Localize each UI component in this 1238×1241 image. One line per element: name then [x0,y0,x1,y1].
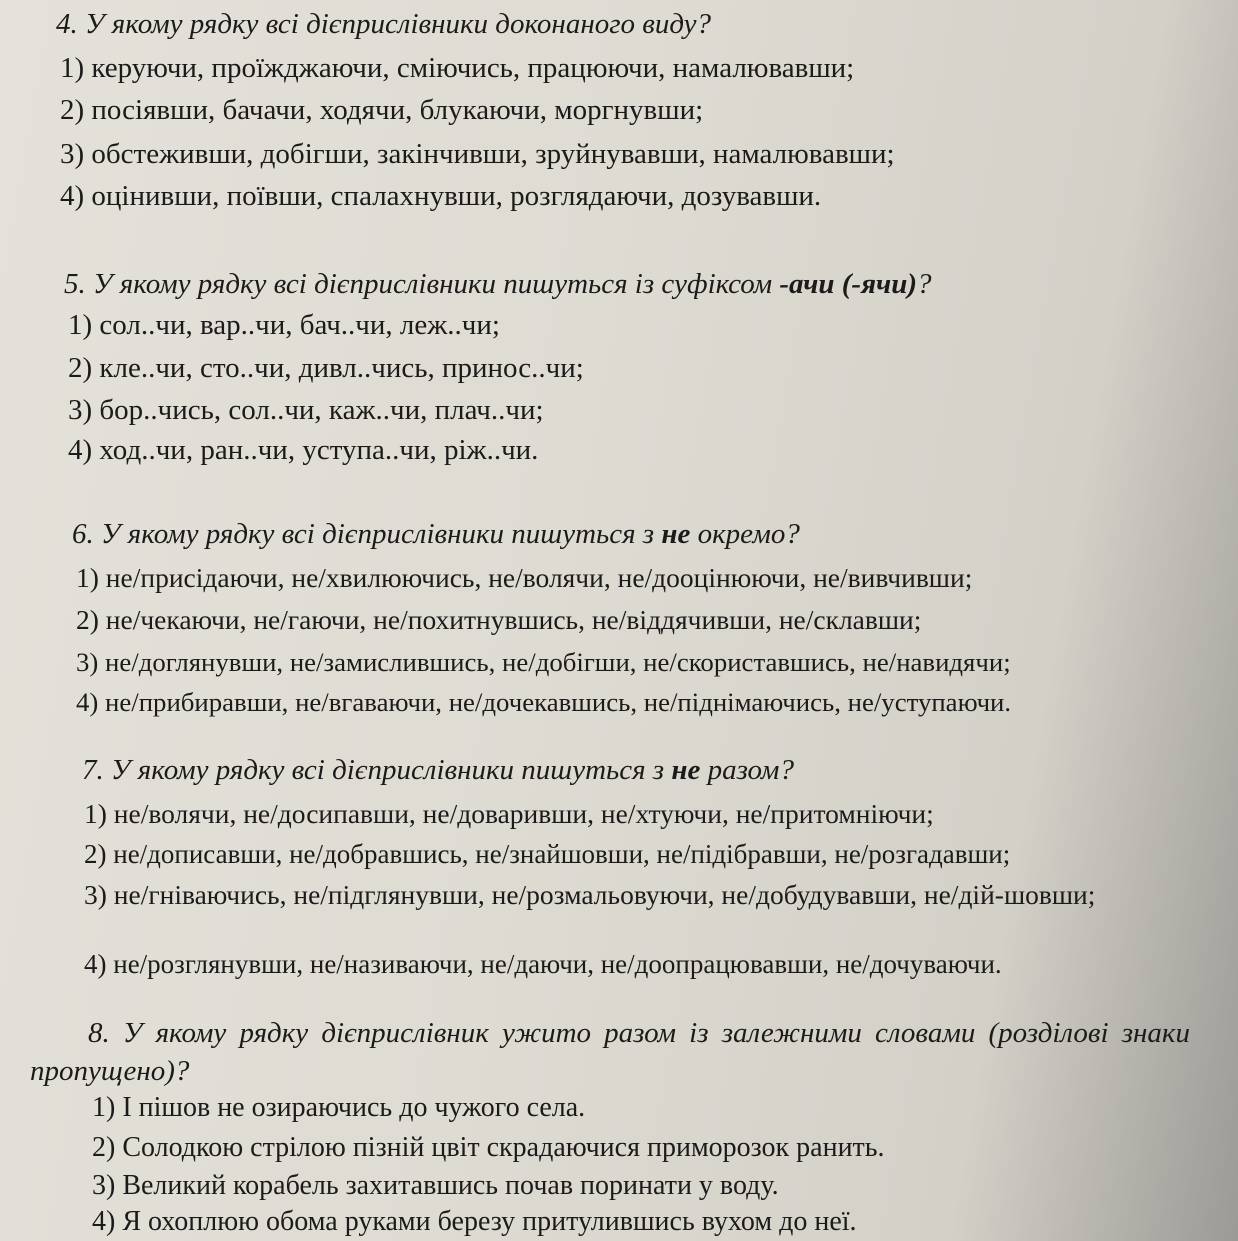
question-5-option-1: 1) сол..чи, вар..чи, бач..чи, леж..чи; [68,309,500,341]
question-7-option-2: 2) не/дописавши, не/добравшись, не/знайшовши, не/підібравши, не/розгадавши; [84,839,1011,869]
question-5-option-4: 4) ход..чи, ран..чи, уступа..чи, ріж..чи. [68,434,539,466]
question-4-text [56,6,711,42]
question-7-text [82,752,794,788]
question-6-option-4: 4) не/прибиравши, не/вгаваючи, не/дочекавшись, не/піднімаючись, не/уступаючи. [76,687,1012,717]
question-7-option-4: 4) не/розглянувши, не/називаючи, не/даючи, не/доопрацювавши, не/дочуваючи. [84,949,1002,979]
question-4-option-2: 2) посіявши, бачачи, ходячи, блукаючи, моргнувши; [60,94,704,126]
question-6-option-2: 2) не/чекаючи, не/гаючи, не/похитнувшись, не/віддячивши, не/склавши; [76,604,922,635]
question-5-suffix-highlight: -ачи (-ячи) [779,268,918,300]
question-8-option-4: 4) Я охоплюю обома руками березу притулившись вухом до неї. [92,1206,857,1237]
question-7-option-1: 1) не/волячи, не/досипавши, не/доваривши, не/хтуючи, не/притомніючи; [84,798,934,829]
question-4-option-1: 1) керуючи, проїжджаючи, сміючись, працюючи, намалювавши; [60,52,855,84]
question-7-option-3: 3) не/гніваючись, не/підглянувши, не/розмальовуючи, не/добудувавши, не/дій-шовши; [84,879,1096,910]
question-7-ne-highlight: не [671,754,701,786]
question-5-suffix: ? [917,268,932,300]
question-8-option-3: 3) Великий корабель захитавшись почав поринати у воду. [92,1170,779,1201]
question-5-text [64,266,932,302]
question-6-suffix: окремо? [690,518,800,550]
question-8-option-2: 2) Солодкою стрілою пізній цвіт скрадаючися приморозок ранить. [92,1132,885,1163]
question-5-option-2: 2) кле..чи, сто..чи, дивл..чись, принос..чи; [68,352,584,384]
question-6-option-3: 3) не/доглянувши, не/замислившись, не/добігши, не/скориставшись, не/навидячи; [76,647,1011,677]
question-6-text [72,516,800,552]
question-7-suffix: разом? [700,754,794,786]
question-6-prefix: 6. У якому рядку всі дієприслівники пишуться з [72,518,662,550]
question-4-option-3: 3) обстеживши, добігши, закінчивши, зруйнувавши, намалювавши; [60,138,895,170]
question-7-prefix: 7. У якому рядку всі дієприслівники пишуться з [82,754,672,786]
question-8-prefix: 8. У якому рядку дієприслівник ужито разом із залежними словами (розділові знаки пропущено)? [30,1017,1190,1087]
question-4-prefix: 4. У якому рядку всі дієприслівники доконаного виду? [56,8,712,40]
question-5-prefix: 5. У якому рядку всі дієприслівники пишуться із суфіксом [64,268,780,300]
question-6-option-1: 1) не/присідаючи, не/хвилюючись, не/волячи, не/дооцінюючи, не/вивчивши; [76,562,973,593]
question-8-option-1: 1) І пішов не озираючись до чужого села. [92,1092,586,1123]
question-6-ne-highlight: не [661,518,691,550]
question-4-option-4: 4) оцінивши, поївши, спалахнувши, розглядаючи, дозувавши. [60,180,822,212]
question-8-text [30,1014,1190,1090]
question-5-option-3: 3) бор..чись, сол..чи, каж..чи, плач..чи; [68,394,544,426]
